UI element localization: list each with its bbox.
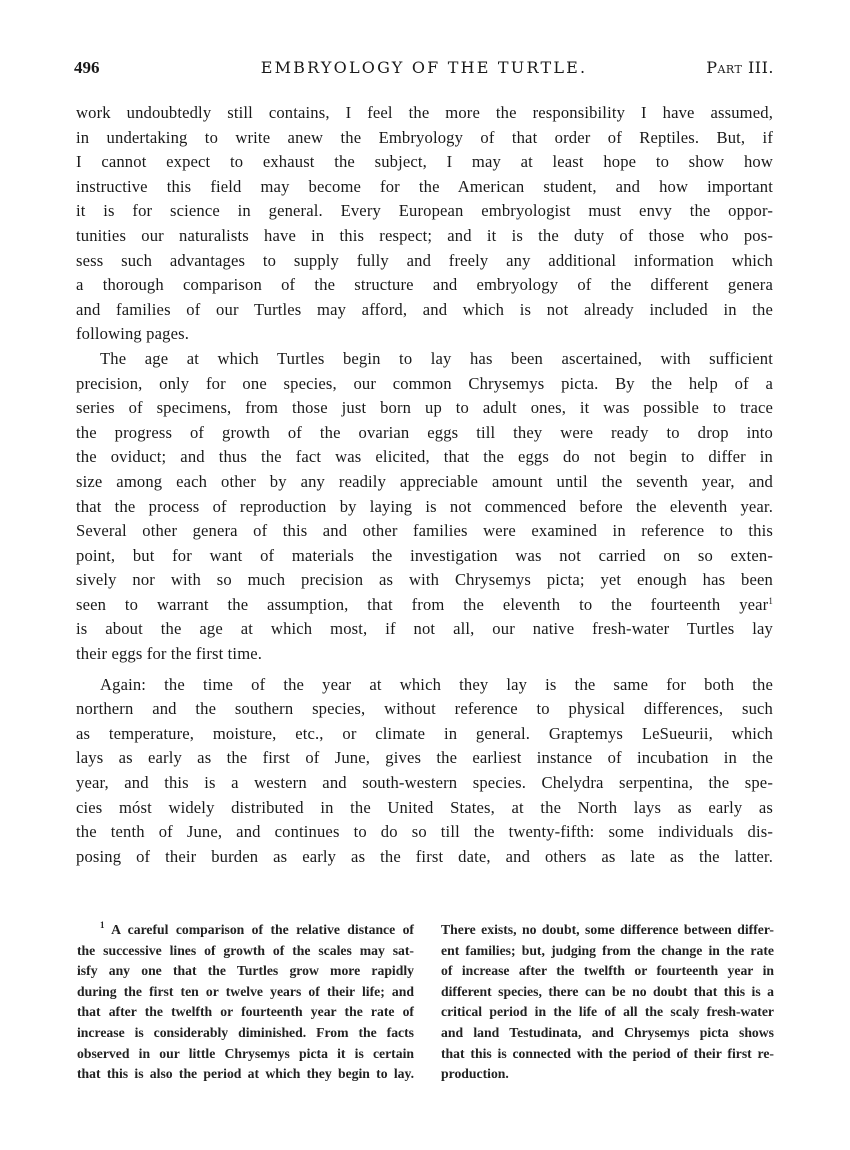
footnote-column-left xyxy=(77,920,414,1085)
text-line: instructive this field may become for the American student, and how important xyxy=(76,176,773,196)
text-line: Again: the time of the year at which they lay is the same for both the xyxy=(100,674,773,694)
text-line: following pages. xyxy=(76,324,190,344)
footnote-text: A careful comparison of the relative distance of xyxy=(111,922,414,937)
running-title: EMBRYOLOGY OF THE TURTLE. xyxy=(260,58,588,77)
text-line: cies móst widely distributed in the United States, at the North lays as early as xyxy=(76,797,773,817)
footnote-line: that this is also the period at which they begin to lay. xyxy=(77,1066,414,1082)
footnote-line: and land Testudinata, and Chrysemys picta shows xyxy=(441,1024,774,1040)
text-line: series of specimens, from those just born up to adult ones, it was possible to trace xyxy=(76,398,773,418)
footnote-reference[interactable]: 1 xyxy=(768,595,773,606)
footnote-line: that after the twelfth or fourteenth year the rate of xyxy=(77,1004,414,1020)
text-line: seen to warrant the assumption, that from the eleventh to the fourteenth year xyxy=(76,594,769,614)
text-line: as temperature, moisture, etc., or climate in general. Graptemys LeSueurii, which xyxy=(76,723,773,743)
text-line: precision, only for one species, our common Chrysemys picta. By the help of a xyxy=(76,373,773,393)
footnote-line: observed in our little Chrysemys picta it is certain xyxy=(77,1045,414,1061)
text-line: northern and the southern species, without reference to physical differences, such xyxy=(76,699,773,719)
page-header xyxy=(74,58,774,82)
footnote-line: critical period in the life of all the scaly fresh-water xyxy=(441,1004,774,1020)
text-line: the tenth of June, and continues to do so till the twenty-fifth: some individuals dis- xyxy=(76,822,773,842)
text-line: The age at which Turtles begin to lay has been ascertained, with sufficient xyxy=(100,348,773,368)
text-line-with-footnote xyxy=(76,593,773,618)
text-line: tunities our naturalists have in this respect; and it is the duty of those who pos- xyxy=(76,225,773,245)
paragraph-2 xyxy=(76,347,773,667)
footnote-line: of increase after the twelfth or fourteenth year in xyxy=(441,963,774,979)
footnote-line: during the first ten or twelve years of their life; and xyxy=(77,983,414,999)
footnote-line: increase is considerably diminished. From the facts xyxy=(77,1024,414,1040)
text-line: the progress of growth of the ovarian eggs till they were ready to drop into xyxy=(76,422,773,442)
page-number: 496 xyxy=(74,58,100,77)
text-line: sess such advantages to supply fully and freely any additional information which xyxy=(76,250,773,270)
text-line: posing of their burden as early as the first date, and others as late as the latter. xyxy=(76,846,773,866)
text-line: lays as early as the first of June, gives the earliest instance of incubation in the xyxy=(76,748,773,768)
text-line: in undertaking to write anew the Embryology of that order of Reptiles. But, if xyxy=(76,127,773,147)
text-line: it is for science in general. Every European embryologist must envy the oppor- xyxy=(76,201,773,221)
text-line: sively nor with so much precision as with Chrysemys picta; yet enough has been xyxy=(76,570,773,590)
text-line: size among each other by any readily appreciable amount until the seventh year, and xyxy=(76,471,773,491)
footnote-line: ent families; but, judging from the change in the rate xyxy=(441,942,774,958)
part-label: Part III. xyxy=(706,58,774,77)
text-line: point, but for want of materials the investigation was not carried on so exten- xyxy=(76,545,773,565)
footnote-line: different species, there can be no doubt that this is a xyxy=(441,983,774,999)
text-line: I cannot expect to exhaust the subject, I may at least hope to show how xyxy=(76,152,773,172)
text-line: the oviduct; and thus the fact was elicited, that the eggs do not begin to differ in xyxy=(76,447,773,467)
paragraph-3 xyxy=(76,673,773,870)
text-line: Several other genera of this and other families were examined in reference to this xyxy=(76,521,773,541)
footnote-marker: 1 xyxy=(100,920,105,930)
footnote-column-right xyxy=(441,920,774,1085)
text-line: that the process of reproduction by laying is not commenced before the eleventh year. xyxy=(76,496,773,516)
footnote-line: that this is connected with the period of their first re- xyxy=(441,1045,774,1061)
paragraph-1 xyxy=(76,101,773,347)
text-line: work undoubtedly still contains, I feel the more the responsibility I have assumed, xyxy=(76,103,773,122)
footnote-line: production. xyxy=(441,1066,509,1082)
text-line: is about the age at which most, if not all, our native fresh-water Turtles lay xyxy=(76,619,773,639)
footnote-line: the successive lines of growth of the scales may sat- xyxy=(77,942,414,958)
body-text xyxy=(76,101,773,869)
text-line: year, and this is a western and south-western species. Chelydra serpentina, the spe- xyxy=(76,773,773,793)
footnote-line: There exists, no doubt, some difference between differ- xyxy=(441,922,774,937)
footnote-line xyxy=(77,920,414,941)
footnote-line: isfy any one that the Turtles grow more rapidly xyxy=(77,963,414,979)
text-line: a thorough comparison of the structure and embryology of the different genera xyxy=(76,275,773,295)
text-line: and families of our Turtles may afford, and which is not already included in the xyxy=(76,299,773,319)
text-line: their eggs for the first time. xyxy=(76,644,263,664)
